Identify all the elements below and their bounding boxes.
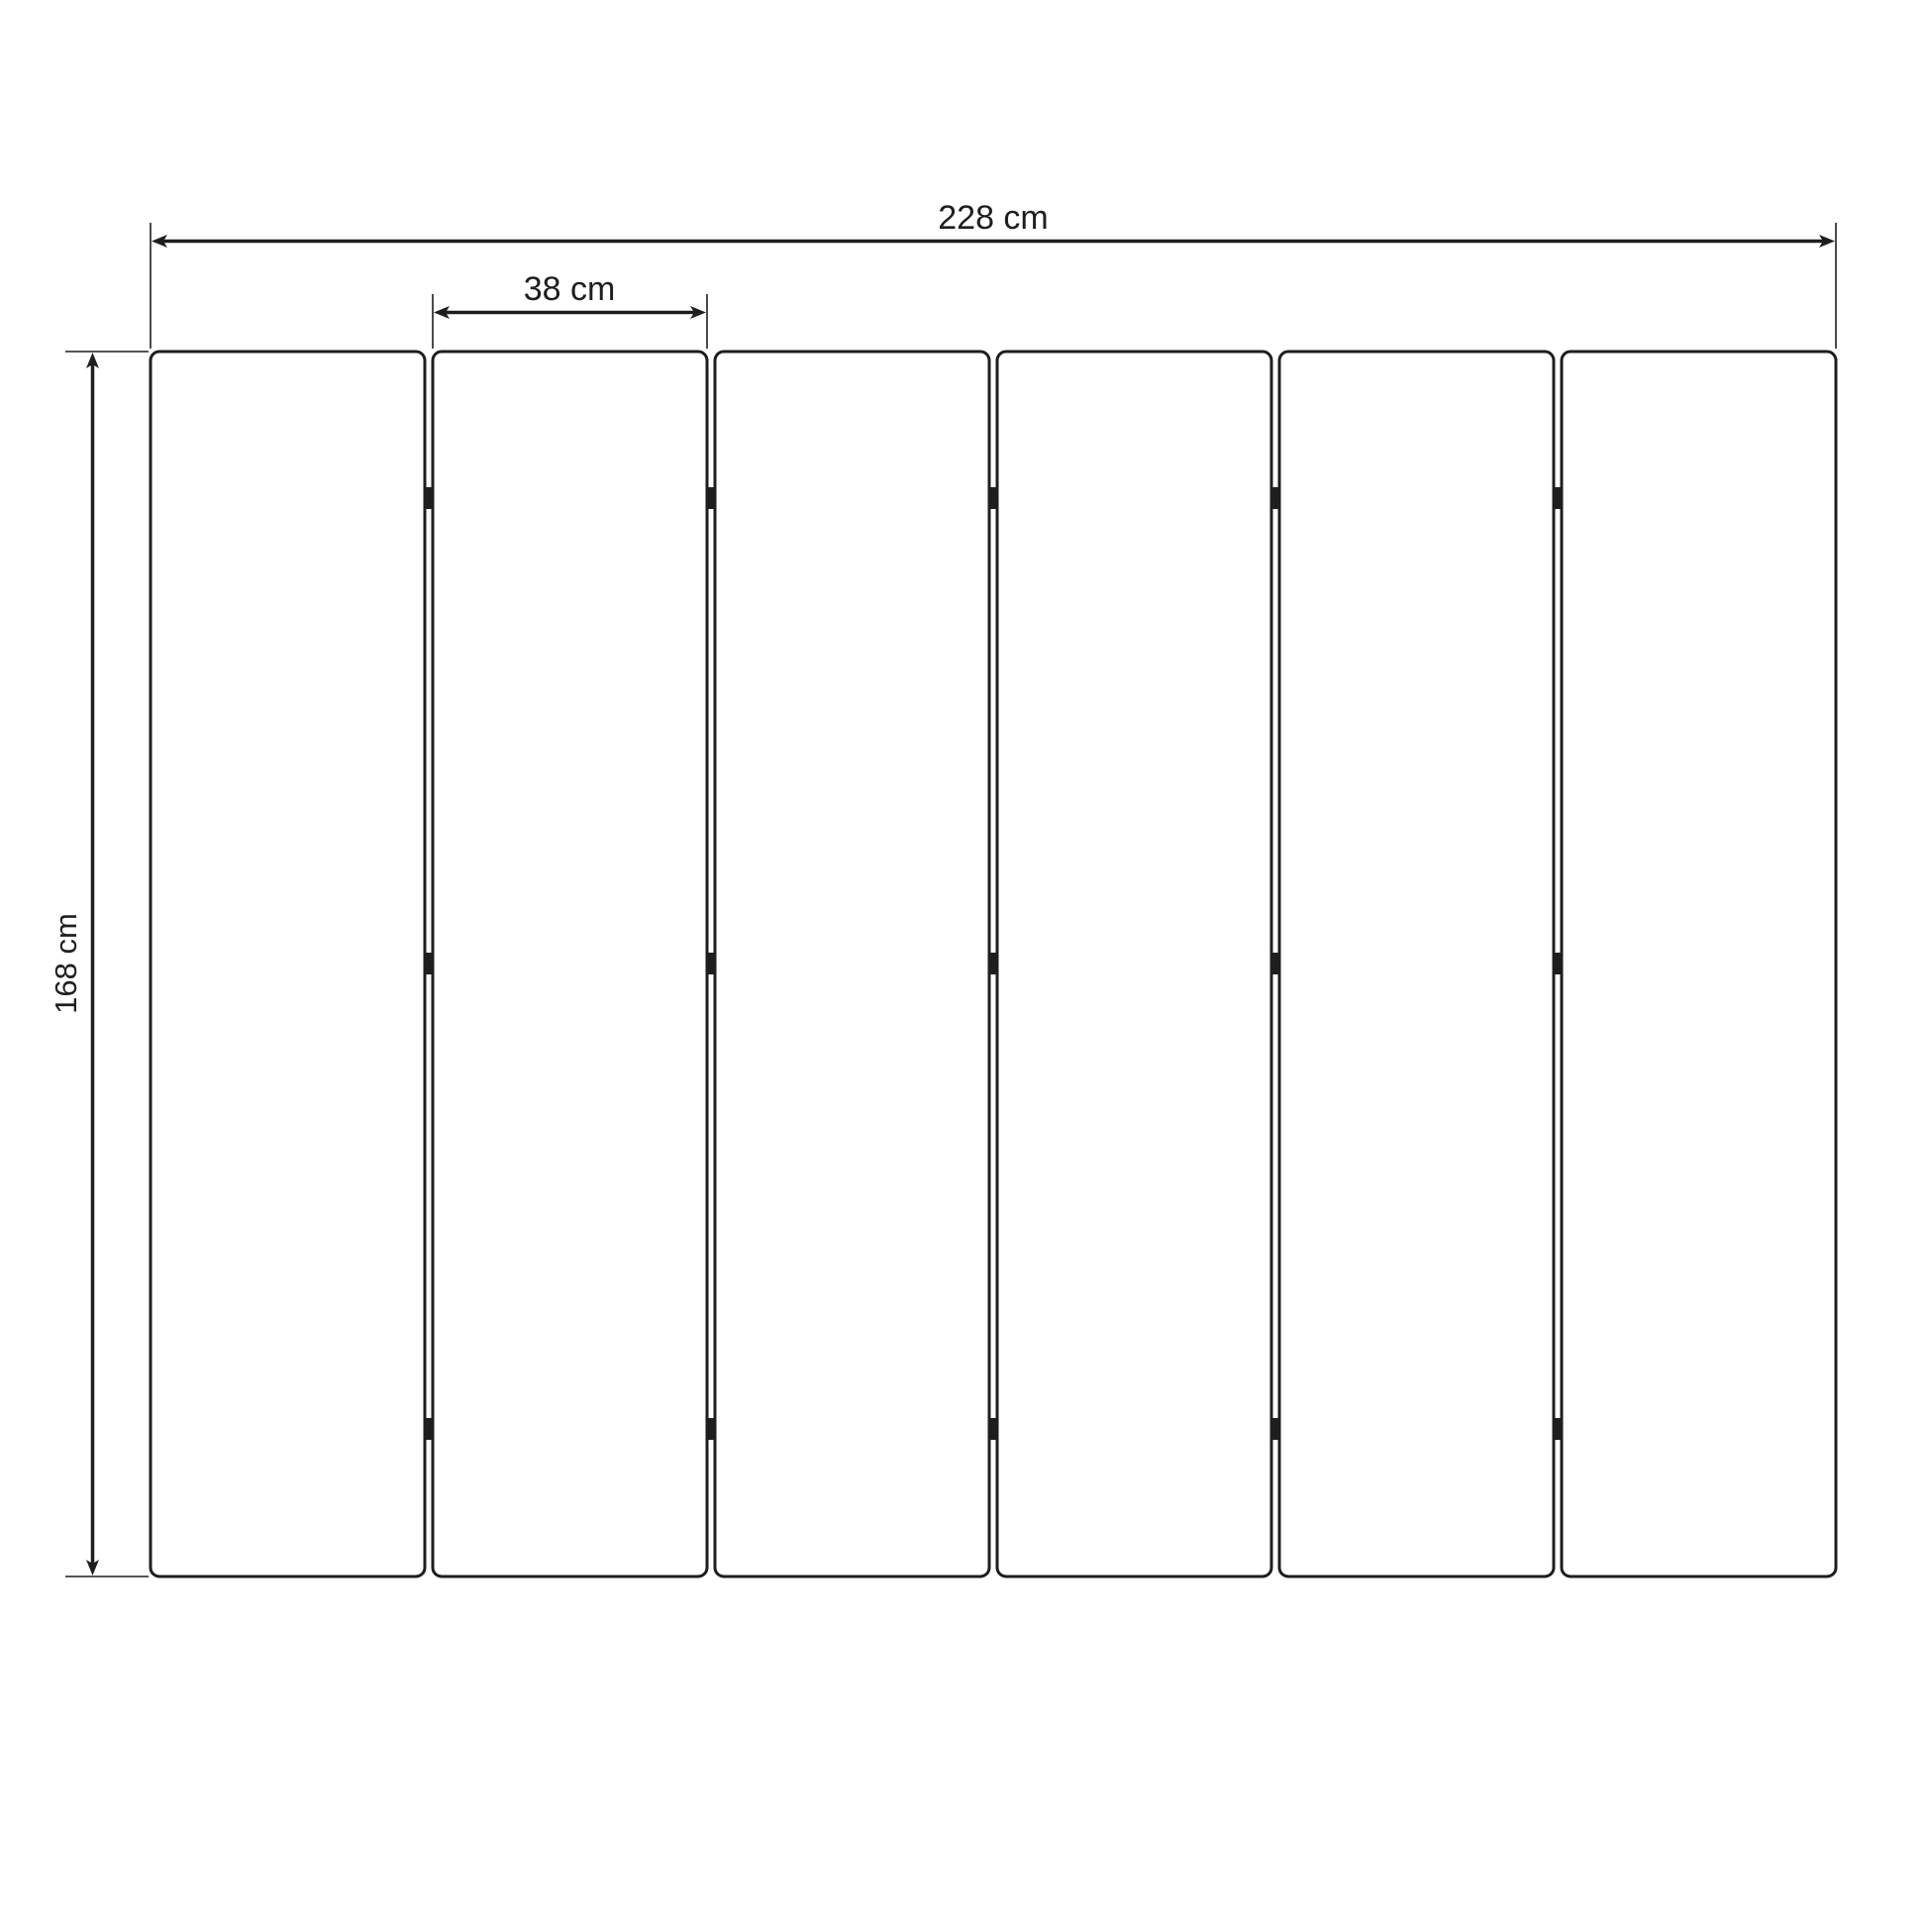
hinge	[706, 953, 717, 974]
height-dimension	[49, 352, 149, 1576]
hinge	[706, 1418, 717, 1440]
panel-1	[151, 352, 425, 1576]
panel-4	[997, 352, 1271, 1576]
hinge	[1270, 953, 1281, 974]
total-width-label: 228 cm	[938, 199, 1049, 237]
panel-width-label: 38 cm	[523, 270, 616, 308]
hinge	[988, 487, 999, 509]
panel-2	[433, 352, 707, 1576]
hinge	[1270, 1418, 1281, 1440]
hinge	[1553, 953, 1564, 974]
hinge	[706, 487, 717, 509]
hinge	[1553, 487, 1564, 509]
height-label: 168 cm	[49, 913, 83, 1014]
panel-width-dimension	[433, 270, 707, 349]
hinge	[1553, 1418, 1564, 1440]
hinge	[988, 1418, 999, 1440]
panel-3	[715, 352, 989, 1576]
hinge	[424, 1418, 435, 1440]
hinge	[424, 487, 435, 509]
hinge	[1270, 487, 1281, 509]
panel-6	[1562, 352, 1836, 1576]
total-width-dimension	[151, 199, 1836, 349]
hinge	[424, 953, 435, 974]
hinge	[988, 953, 999, 974]
panel-5	[1279, 352, 1554, 1576]
